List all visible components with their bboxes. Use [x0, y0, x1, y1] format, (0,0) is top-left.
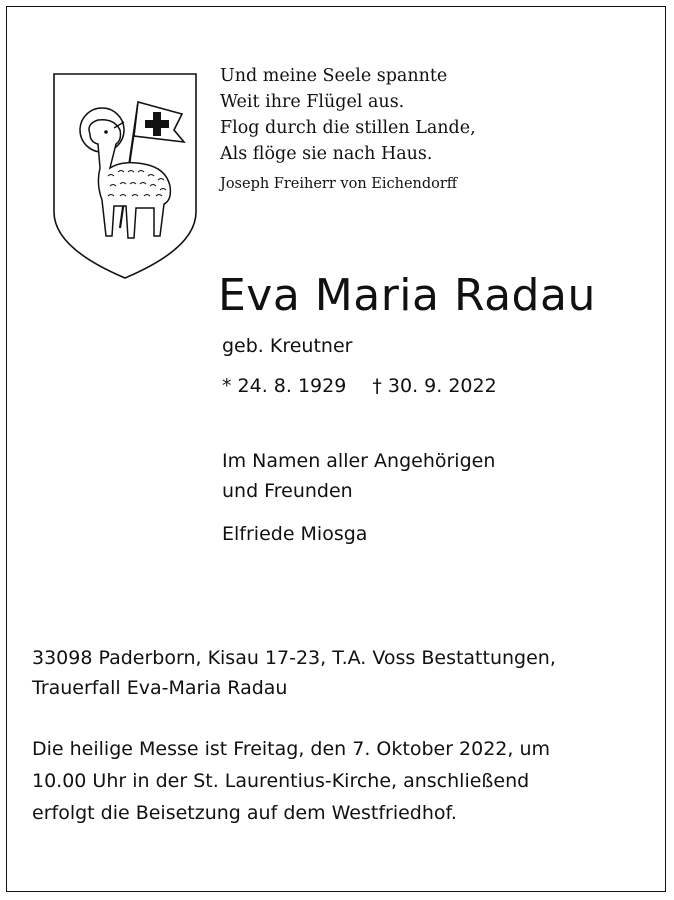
- deceased-name: Eva Maria Radau: [218, 270, 596, 321]
- poem-author: Joseph Freiherr von Eichendorff: [220, 176, 458, 192]
- maiden-name: geb. Kreutner: [222, 335, 353, 357]
- service-details: [32, 733, 550, 829]
- poem-line: Flog durch die stillen Lande,: [220, 118, 476, 138]
- mourners-line: und Freunden: [222, 480, 353, 502]
- poem-line: Und meine Seele spannte: [220, 66, 448, 86]
- life-dates: [222, 372, 497, 400]
- poem-line: Als flöge sie nach Haus.: [220, 144, 433, 164]
- service-line: erfolgt die Beisetzung auf dem Westfriedhof.: [32, 802, 457, 824]
- poem-line: Weit ihre Flügel aus.: [220, 92, 405, 112]
- address-line: Trauerfall Eva-Maria Radau: [32, 677, 288, 699]
- mourners-line: Im Namen aller Angehörigen: [222, 450, 496, 472]
- mourners-note: [222, 446, 495, 506]
- service-line: 10.00 Uhr in der St. Laurentius-Kirche, anschließend: [32, 770, 530, 792]
- death-date: † 30. 9. 2022: [372, 375, 497, 397]
- service-line: Die heilige Messe ist Freitag, den 7. Oktober 2022, um: [32, 738, 551, 760]
- signer-name: Elfriede Miosga: [222, 523, 368, 545]
- funeral-home-address: [32, 643, 556, 703]
- poem: [220, 63, 640, 197]
- address-line: 33098 Paderborn, Kisau 17-23, T.A. Voss Bestattungen,: [32, 647, 556, 669]
- lamb-of-god-shield-icon: [50, 72, 200, 282]
- birth-date: * 24. 8. 1929: [222, 375, 347, 397]
